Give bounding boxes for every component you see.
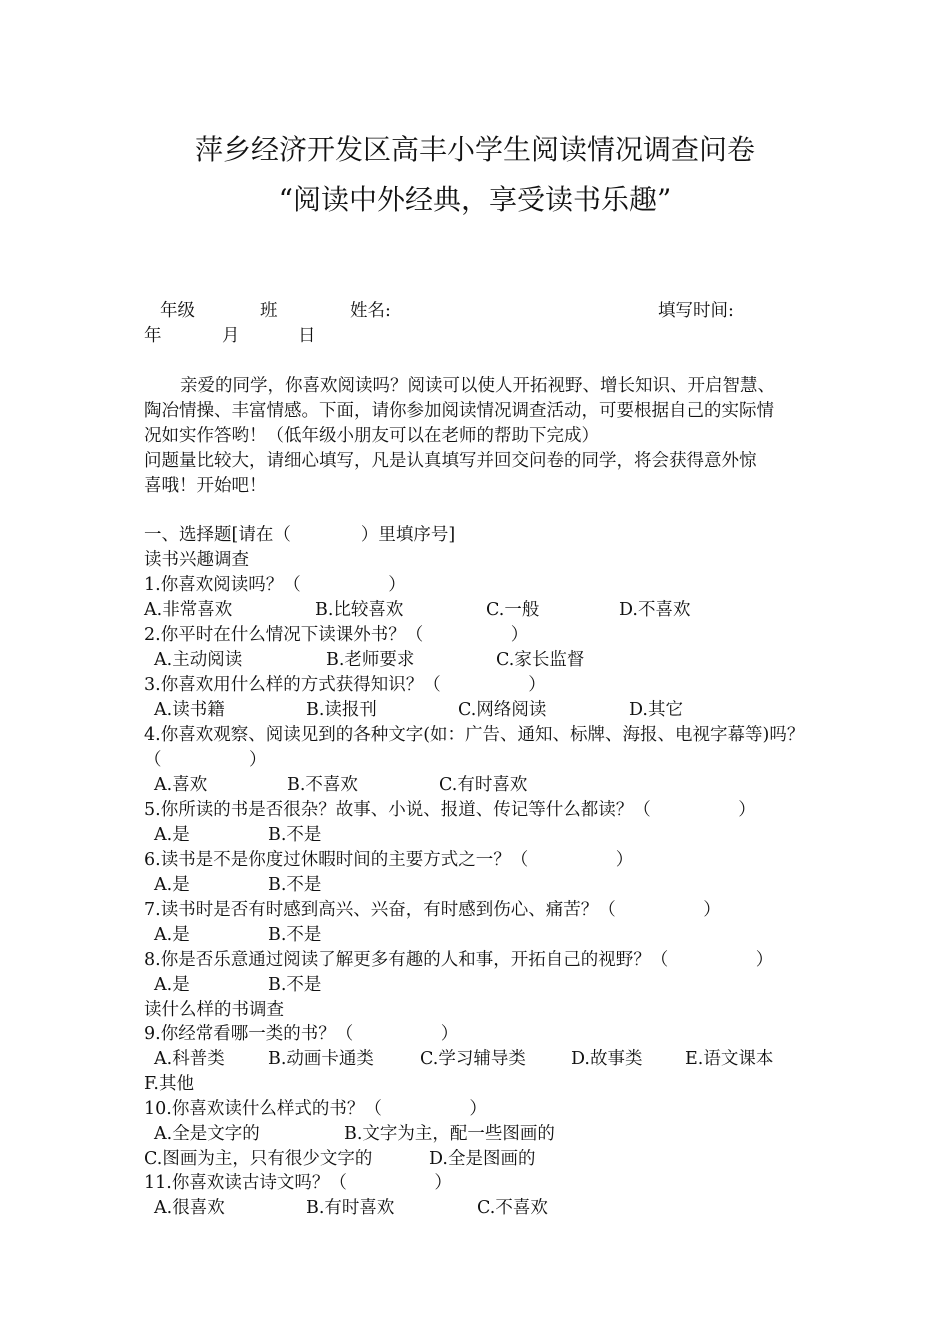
question-9: 9.你经常看哪一类的书？（ ） [144, 1024, 459, 1044]
option: B.老师要求 [326, 650, 415, 670]
section-heading: 一、选择题[请在（ ）里填序号] [144, 525, 456, 545]
option: A.科普类 [154, 1049, 225, 1069]
year-label: 年 [144, 326, 162, 346]
option: A.是 [154, 975, 190, 995]
option: A.是 [154, 925, 190, 945]
document-title: 萍乡经济开发区高丰小学生阅读情况调查问卷 [194, 133, 755, 166]
subsection-heading: 读什么样的书调查 [144, 1000, 284, 1020]
question-6: 6.读书是不是你度过休暇时间的主要方式之一？（ ） [144, 850, 634, 870]
option: D.全是图画的 [429, 1149, 536, 1169]
day-label: 日 [298, 326, 316, 346]
option: C.图画为主，只有很少文字的 [144, 1149, 373, 1169]
question-4: 4.你喜欢观察、阅读见到的各种文字(如：广告、通知、标牌、海报、电视字幕等)吗？ [144, 725, 805, 745]
option: A.是 [154, 875, 190, 895]
document-subtitle: “阅读中外经典，享受读书乐趣” [278, 183, 672, 216]
option: C.有时喜欢 [439, 775, 528, 795]
answer-blank: （ ） [144, 750, 267, 770]
class-label: 班 [260, 301, 278, 321]
option: B.有时喜欢 [306, 1198, 395, 1218]
intro-line: 陶冶情操、丰富情感。下面，请你参加阅读情况调查活动，可要根据自己的实际情 [144, 401, 774, 421]
question-2: 2.你平时在什么情况下读课外书？（ ） [144, 625, 529, 645]
option: B.比较喜欢 [315, 600, 404, 620]
option: D.其它 [629, 700, 683, 720]
option: B.不是 [268, 825, 322, 845]
option: A.读书籍 [154, 700, 225, 720]
question-8: 8.你是否乐意通过阅读了解更多有趣的人和事，开拓自己的视野？（ ） [144, 950, 774, 970]
question-11: 11.你喜欢读古诗文吗？（ ） [144, 1173, 452, 1193]
option: E.语文课本 [685, 1049, 774, 1069]
option: C.不喜欢 [477, 1198, 548, 1218]
option: B.不喜欢 [287, 775, 358, 795]
intro-line: 问题量比较大，请细心填写，凡是认真填写并回交问卷的同学，将会获得意外惊 [144, 451, 757, 471]
option: A.喜欢 [154, 775, 208, 795]
question-10: 10.你喜欢读什么样式的书？（ ） [144, 1099, 487, 1119]
question-3: 3.你喜欢用什么样的方式获得知识？（ ） [144, 675, 546, 695]
option: B.不是 [268, 975, 322, 995]
subsection-heading: 读书兴趣调查 [144, 550, 249, 570]
option: B.不是 [268, 875, 322, 895]
option: A.全是文字的 [154, 1124, 260, 1144]
option: C.一般 [486, 600, 540, 620]
option: A.非常喜欢 [144, 600, 233, 620]
option: A.很喜欢 [154, 1198, 225, 1218]
option: A.主动阅读 [154, 650, 243, 670]
intro-line: 况如实作答哟！（低年级小朋友可以在老师的帮助下完成） [144, 426, 599, 446]
name-label: 姓名: [350, 301, 391, 321]
option: C.学习辅导类 [420, 1049, 526, 1069]
intro-line: 亲爱的同学，你喜欢阅读吗？阅读可以使人开拓视野、增长知识、开启智慧、 [180, 376, 775, 396]
option: B.动画卡通类 [268, 1049, 374, 1069]
option: D.故事类 [571, 1049, 643, 1069]
option: B.读报刊 [306, 700, 377, 720]
intro-line: 喜哦！开始吧！ [144, 476, 267, 496]
option: B.不是 [268, 925, 322, 945]
option: A.是 [154, 825, 190, 845]
option: C.网络阅读 [458, 700, 547, 720]
fill-time-label: 填写时间: [658, 301, 734, 321]
option: B.文字为主，配一些图画的 [344, 1124, 555, 1144]
grade-label: 年级 [160, 301, 195, 321]
question-7: 7.读书时是否有时感到高兴、兴奋，有时感到伤心、痛苦？（ ） [144, 900, 721, 920]
option: C.家长监督 [496, 650, 585, 670]
option: F.其他 [144, 1074, 194, 1094]
question-1: 1.你喜欢阅读吗？（ ） [144, 575, 406, 595]
month-label: 月 [222, 326, 240, 346]
option: D.不喜欢 [619, 600, 691, 620]
question-5: 5.你所读的书是否很杂？故事、小说、报道、传记等什么都读？（ ） [144, 800, 756, 820]
